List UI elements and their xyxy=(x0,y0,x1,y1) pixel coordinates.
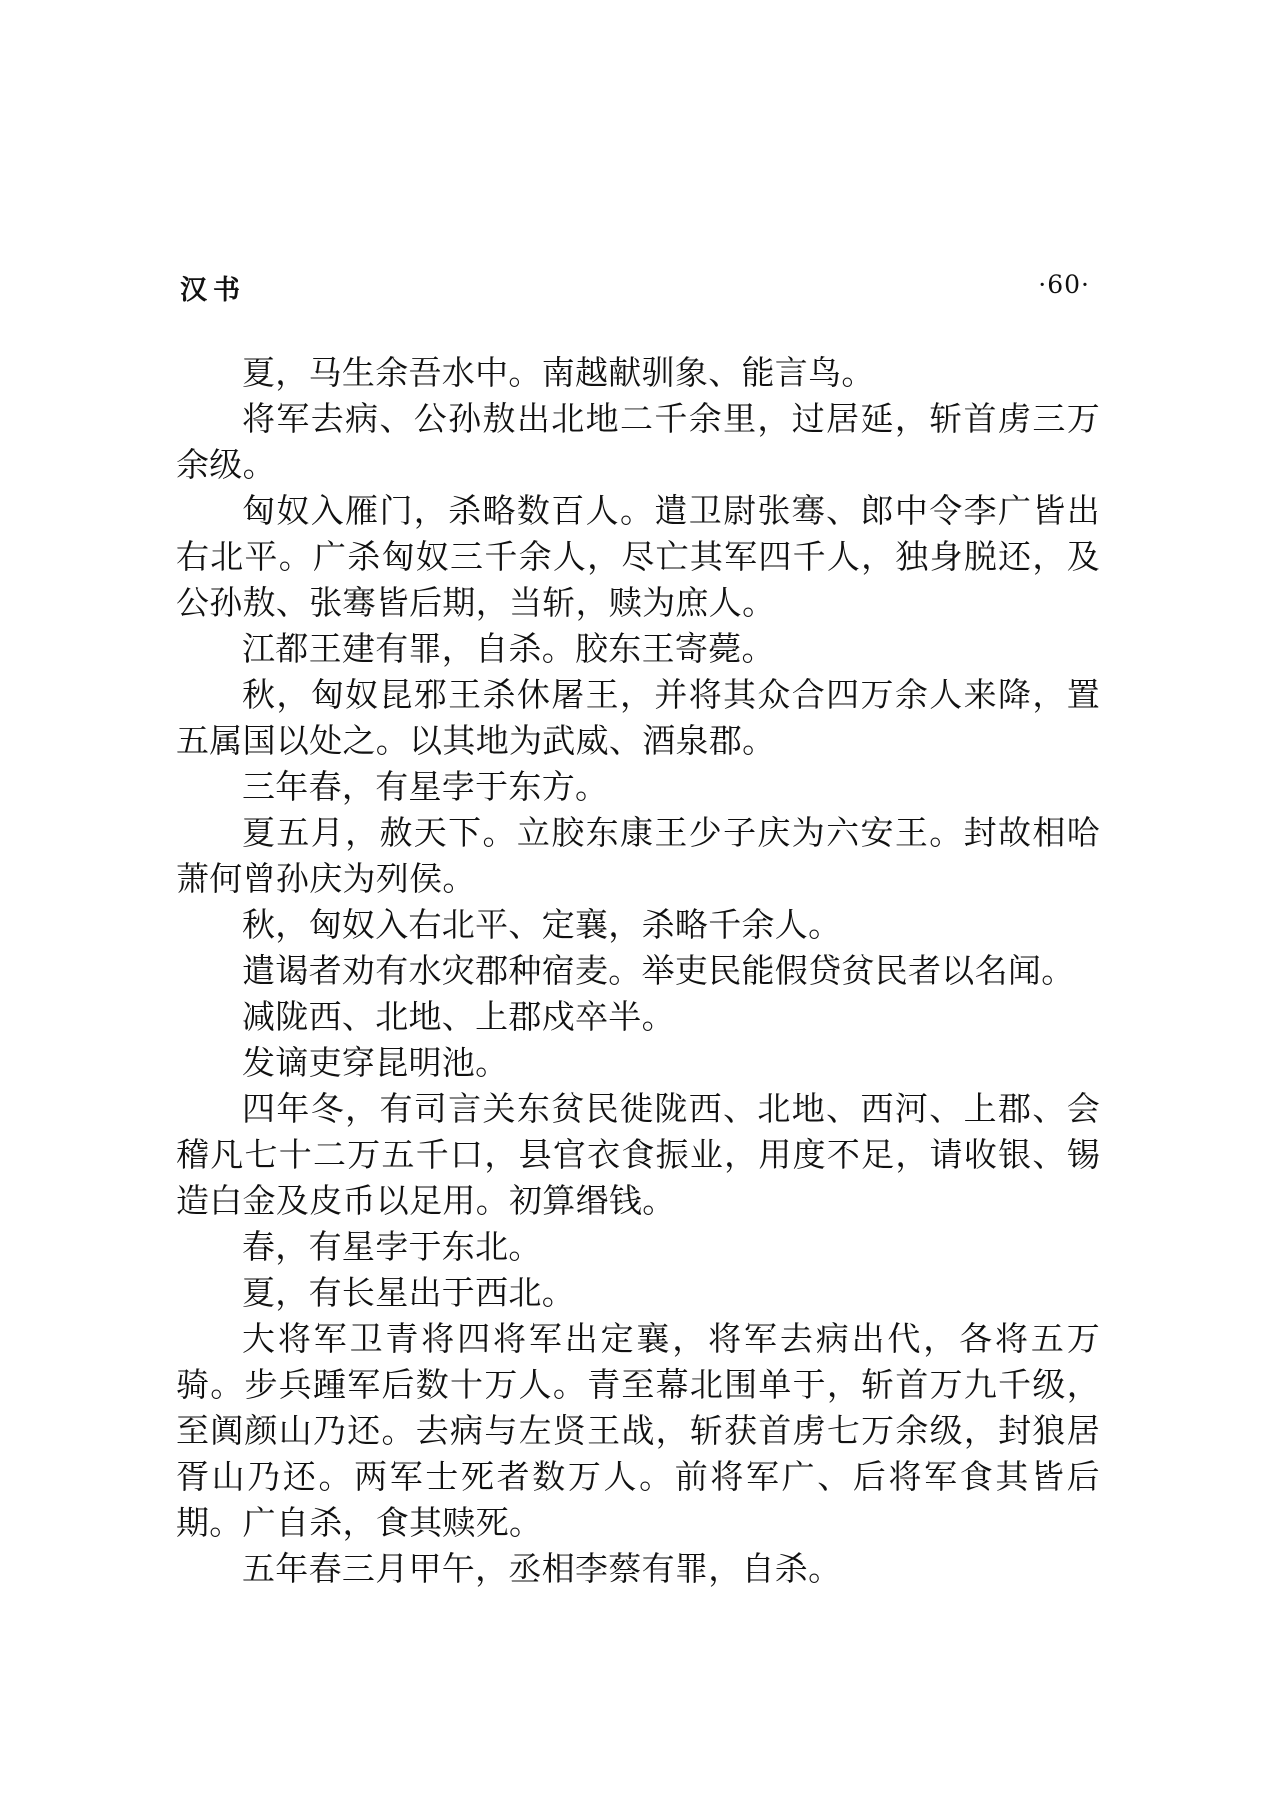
book-title: 汉书 xyxy=(180,275,246,306)
paragraph: 夏，有长星出于西北。 xyxy=(242,1273,575,1312)
paragraph: 江都王建有罪，自杀。胶东王寄薨。 xyxy=(242,629,775,668)
body-text xyxy=(176,350,1100,1592)
paragraph: 夏，马生余吾水中。南越献驯象、能言鸟。 xyxy=(242,353,875,392)
paragraph: 春，有星孛于东北。 xyxy=(242,1227,542,1266)
paragraph: 秋，匈奴昆邪王杀休屠王，并将其众合四万余人来降，置五属国以处之。以其地为武威、酒泉郡。 xyxy=(176,675,1100,760)
running-head xyxy=(180,268,1090,312)
paragraph: 发谪吏穿昆明池。 xyxy=(242,1043,509,1082)
paragraph: 四年冬，有司言关东贫民徙陇西、北地、西河、上郡、会稽凡七十二万五千口，县官衣食振业，用度不足，请收银、锡造白金及皮币以足用。初算缗钱。 xyxy=(176,1089,1100,1220)
paragraph: 大将军卫青将四将军出定襄，将军去病出代，各将五万骑。步兵踵军后数十万人。青至幕北围单于，斩首万九千级，至阗颜山乃还。去病与左贤王战，斩获首虏七万余级，封狼居胥山乃还。两军士死者数万人。前将军广、后将军食其皆后期。广自杀，食其赎死。 xyxy=(176,1319,1100,1542)
paragraph: 匈奴入雁门，杀略数百人。遣卫尉张骞、郎中令李广皆出右北平。广杀匈奴三千余人，尽亡其军四千人，独身脱还，及公孙敖、张骞皆后期，当斩，赎为庶人。 xyxy=(176,491,1100,622)
paragraph: 减陇西、北地、上郡戍卒半。 xyxy=(242,997,675,1036)
paragraph: 夏五月，赦天下。立胶东康王少子庆为六安王。封故相哈萧何曾孙庆为列侯。 xyxy=(176,813,1100,898)
paragraph: 将军去病、公孙敖出北地二千余里，过居延，斩首虏三万余级。 xyxy=(176,399,1100,484)
paragraph: 遣谒者劝有水灾郡种宿麦。举吏民能假贷贫民者以名闻。 xyxy=(242,951,1075,990)
page-number: ·60· xyxy=(1038,270,1090,299)
paragraph: 秋，匈奴入右北平、定襄，杀略千余人。 xyxy=(242,905,842,944)
paragraph: 五年春三月甲午，丞相李蔡有罪，自杀。 xyxy=(242,1549,842,1588)
paragraph: 三年春，有星孛于东方。 xyxy=(242,767,609,806)
